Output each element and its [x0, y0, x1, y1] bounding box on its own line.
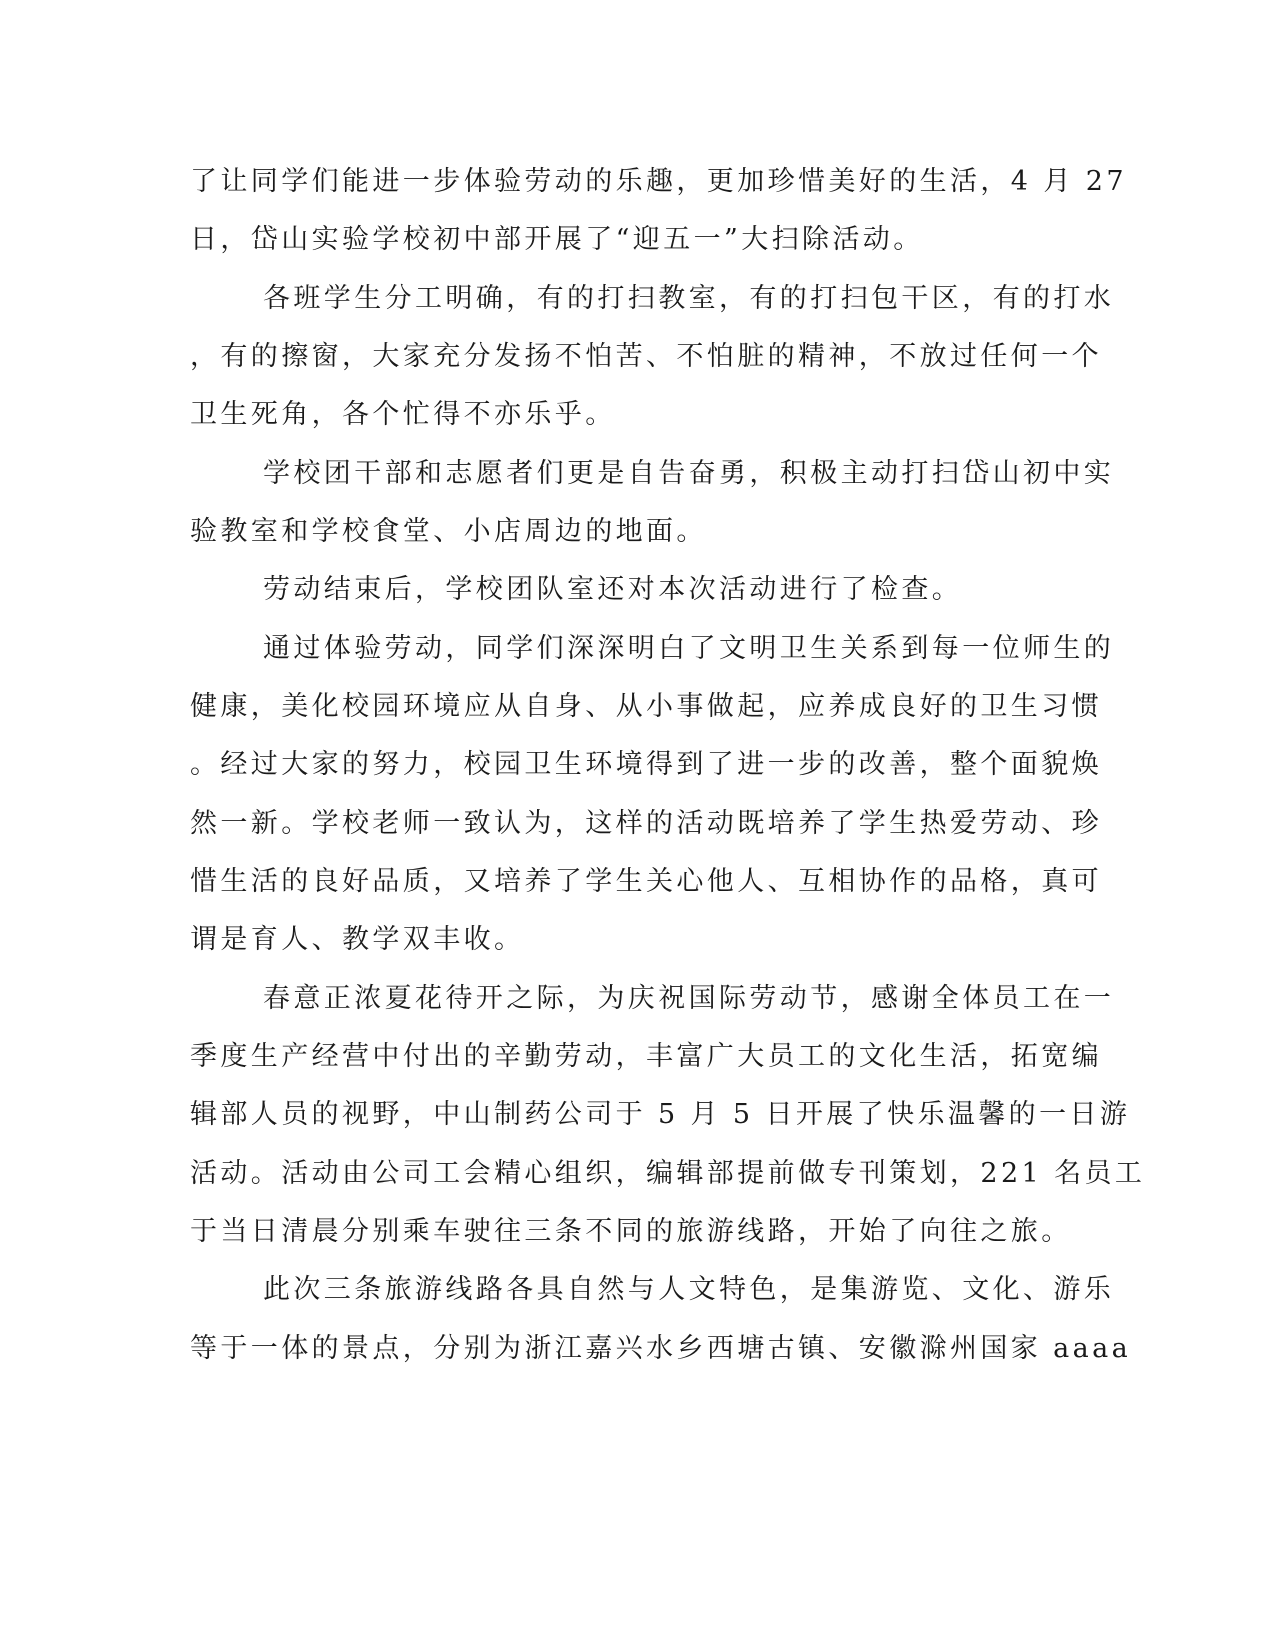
text-line: 卫生死角，各个忙得不亦乐乎。 — [190, 399, 616, 430]
text-line: 日，岱山实验学校初中部开展了“迎五一”大扫除活动。 — [190, 224, 924, 255]
text-line: 于当日清晨分别乘车驶往三条不同的旅游线路，开始了向往之旅。 — [190, 1216, 1072, 1247]
text-line: 惜生活的良好品质，又培养了学生关心他人、互相协作的品格，真可 — [190, 866, 1102, 897]
paragraph-first-line: 春意正浓夏花待开之际，为庆祝国际劳动节，感谢全体员工在一 — [263, 983, 1115, 1014]
text-line: ，有的擦窗，大家充分发扬不怕苦、不怕脏的精神，不放过任何一个 — [190, 341, 1102, 372]
paragraph-first-line: 劳动结束后，学校团队室还对本次活动进行了检查。 — [263, 574, 963, 605]
paragraph-first-line: 学校团干部和志愿者们更是自告奋勇，积极主动打扫岱山初中实 — [263, 458, 1115, 489]
paragraph-first-line: 此次三条旅游线路各具自然与人文特色，是集游览、文化、游乐 — [263, 1274, 1115, 1305]
text-line: 健康，美化校园环境应从自身、从小事做起，应养成良好的卫生习惯 — [190, 691, 1102, 722]
text-line: 季度生产经营中付出的辛勤劳动，丰富广大员工的文化生活，拓宽编 — [190, 1041, 1102, 1072]
paragraph-first-line: 通过体验劳动，同学们深深明白了文明卫生关系到每一位师生的 — [263, 633, 1115, 664]
text-line: 了让同学们能进一步体验劳动的乐趣，更加珍惜美好的生活，4 月 27 — [190, 166, 1127, 197]
text-line: 辑部人员的视野，中山制药公司于 5 月 5 日开展了快乐温馨的一日游 — [190, 1099, 1131, 1130]
text-line: 。经过大家的努力，校园卫生环境得到了进一步的改善，整个面貌焕 — [190, 749, 1102, 780]
text-line: 谓是育人、教学双丰收。 — [190, 924, 525, 955]
paragraph-first-line: 各班学生分工明确，有的打扫教室，有的打扫包干区，有的打水 — [263, 283, 1115, 314]
text-line: 等于一体的景点，分别为浙江嘉兴水乡西塘古镇、安徽滁州国家 aaaa — [190, 1333, 1132, 1364]
text-line: 然一新。学校老师一致认为，这样的活动既培养了学生热爱劳动、珍 — [190, 808, 1102, 839]
text-line: 活动。活动由公司工会精心组织，编辑部提前做专刊策划，221 名员工 — [190, 1158, 1146, 1189]
text-line: 验教室和学校食堂、小店周边的地面。 — [190, 516, 707, 547]
